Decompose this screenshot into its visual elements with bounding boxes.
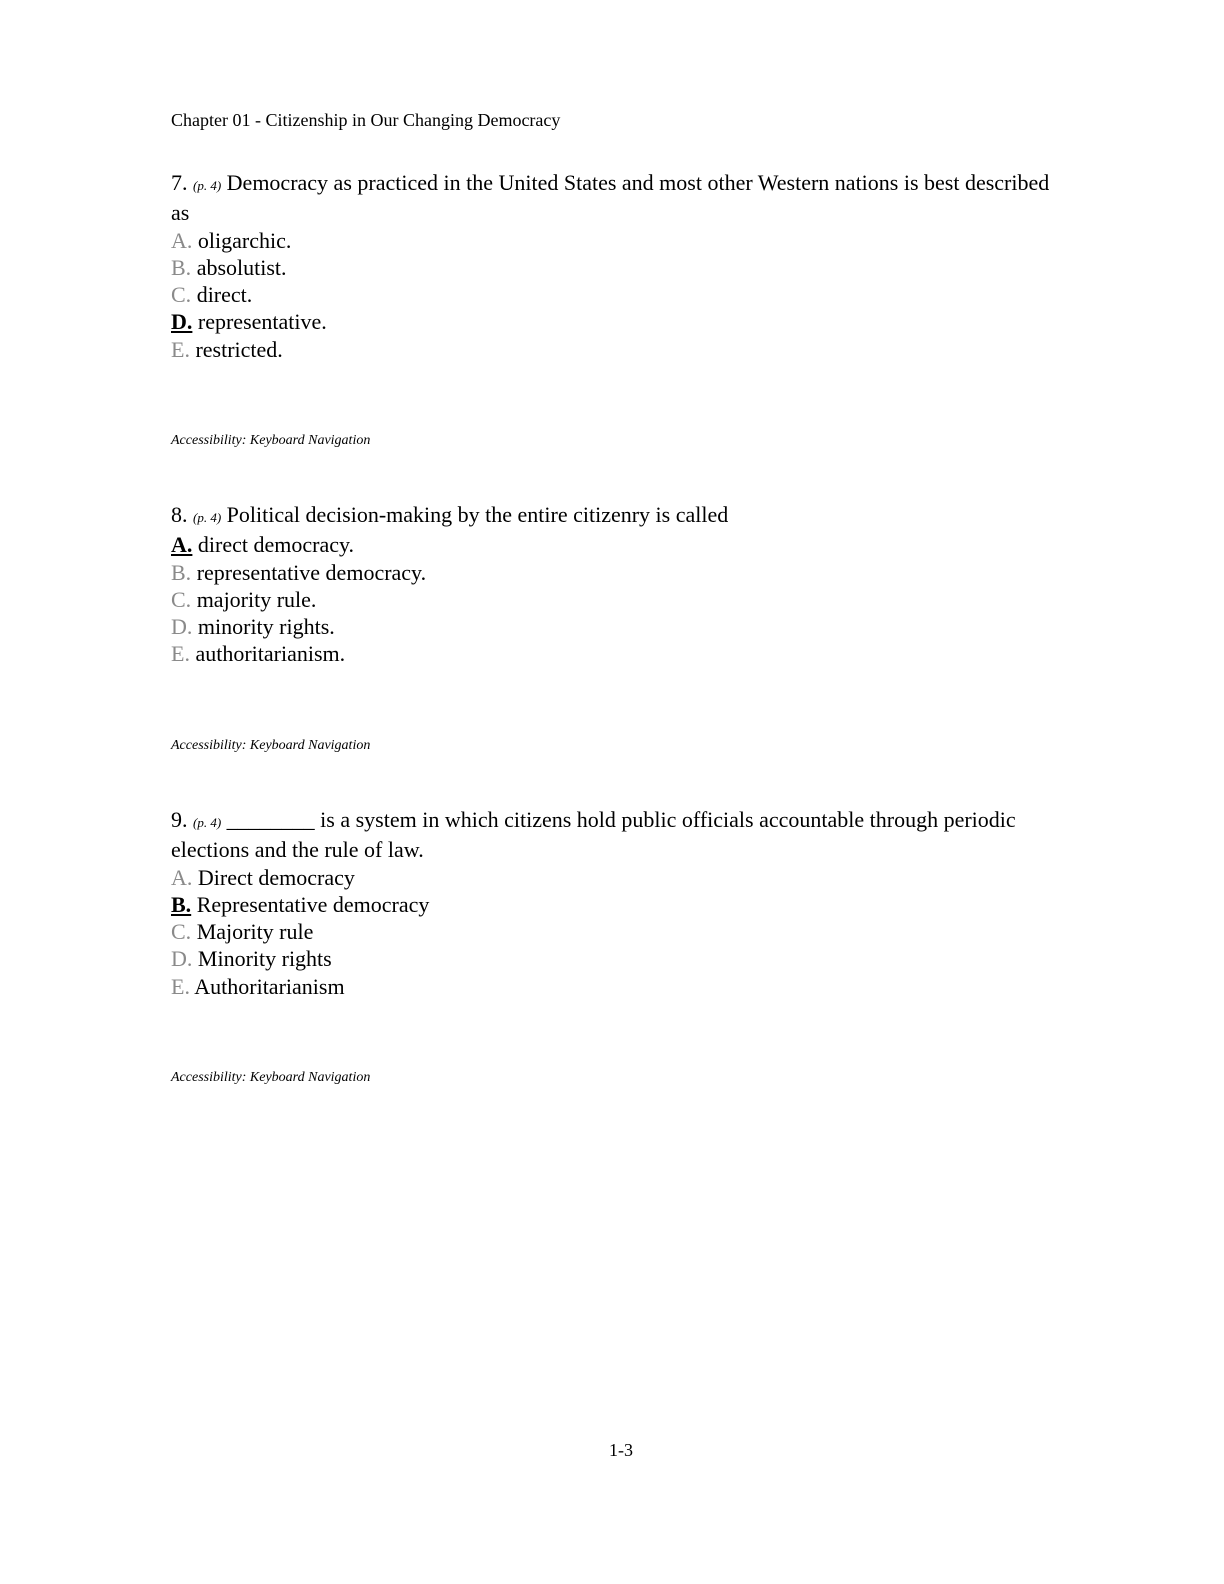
option-text: Direct democracy bbox=[197, 864, 355, 890]
page-reference: (p. 4) bbox=[193, 178, 222, 193]
answer-options bbox=[171, 227, 1051, 363]
correct-option-letter: A. bbox=[171, 532, 193, 558]
accessibility-note: Accessibility: Keyboard Navigation bbox=[171, 738, 371, 753]
question-number: 9. bbox=[171, 807, 188, 832]
question-7 bbox=[171, 169, 1051, 363]
page-number: 1-3 bbox=[609, 1440, 633, 1460]
option-letter: A. bbox=[171, 864, 193, 890]
option-text: Representative democracy bbox=[196, 891, 430, 917]
option-text: direct. bbox=[196, 282, 253, 308]
option-letter: C. bbox=[171, 282, 192, 308]
option-letter: C. bbox=[171, 919, 192, 945]
question-text: Democracy as practiced in the United States and most other Western nations is best described as bbox=[171, 170, 1050, 226]
option-text: absolutist. bbox=[196, 254, 287, 280]
question-9 bbox=[171, 806, 1051, 1000]
correct-option-letter: D. bbox=[171, 309, 193, 335]
option-a-correct bbox=[171, 531, 1051, 558]
option-c bbox=[171, 281, 1051, 308]
question-number: 7. bbox=[171, 170, 188, 195]
question-text: Political decision-making by the entire citizenry is called bbox=[226, 502, 729, 527]
correct-option-letter: B. bbox=[171, 891, 192, 917]
option-e bbox=[171, 973, 1051, 1000]
accessibility-note: Accessibility: Keyboard Navigation bbox=[171, 1070, 371, 1085]
option-letter: B. bbox=[171, 559, 192, 585]
option-letter: E. bbox=[171, 641, 190, 667]
page-reference: (p. 4) bbox=[193, 815, 222, 830]
question-stem bbox=[171, 806, 1051, 864]
option-text: majority rule. bbox=[196, 586, 317, 612]
option-c bbox=[171, 918, 1051, 945]
option-text: Authoritarianism bbox=[194, 973, 345, 999]
question-number: 8. bbox=[171, 502, 188, 527]
option-letter: E. bbox=[171, 336, 190, 362]
option-text: representative. bbox=[197, 309, 327, 335]
option-text: minority rights. bbox=[197, 614, 335, 640]
option-c bbox=[171, 586, 1051, 613]
option-d-correct bbox=[171, 308, 1051, 335]
option-text: Majority rule bbox=[196, 919, 314, 945]
chapter-title: Chapter 01 - Citizenship in Our Changing Democracy bbox=[171, 110, 561, 130]
option-letter: C. bbox=[171, 586, 192, 612]
answer-options bbox=[171, 864, 1051, 1000]
page-reference: (p. 4) bbox=[193, 510, 222, 525]
option-e bbox=[171, 640, 1051, 667]
option-text: Minority rights bbox=[197, 946, 332, 972]
option-letter: B. bbox=[171, 254, 192, 280]
option-text: authoritarianism. bbox=[195, 641, 346, 667]
accessibility-note: Accessibility: Keyboard Navigation bbox=[171, 433, 371, 448]
answer-options bbox=[171, 531, 1051, 667]
option-letter: A. bbox=[171, 227, 193, 253]
option-a bbox=[171, 864, 1051, 891]
question-text: ________ is a system in which citizens hold public officials accountable through periodic elections and the rule of law. bbox=[171, 807, 1016, 863]
option-letter: D. bbox=[171, 614, 193, 640]
option-d bbox=[171, 945, 1051, 972]
question-stem bbox=[171, 169, 1051, 227]
option-letter: D. bbox=[171, 946, 193, 972]
option-b bbox=[171, 254, 1051, 281]
question-8 bbox=[171, 501, 1051, 668]
option-text: representative democracy. bbox=[196, 559, 427, 585]
option-letter: E. bbox=[171, 973, 190, 999]
option-text: direct democracy. bbox=[197, 532, 355, 558]
question-stem bbox=[171, 501, 1051, 531]
option-text: oligarchic. bbox=[197, 227, 292, 253]
option-b-correct bbox=[171, 891, 1051, 918]
option-e bbox=[171, 336, 1051, 363]
option-text: restricted. bbox=[195, 336, 283, 362]
option-d bbox=[171, 613, 1051, 640]
option-b bbox=[171, 559, 1051, 586]
option-a bbox=[171, 227, 1051, 254]
